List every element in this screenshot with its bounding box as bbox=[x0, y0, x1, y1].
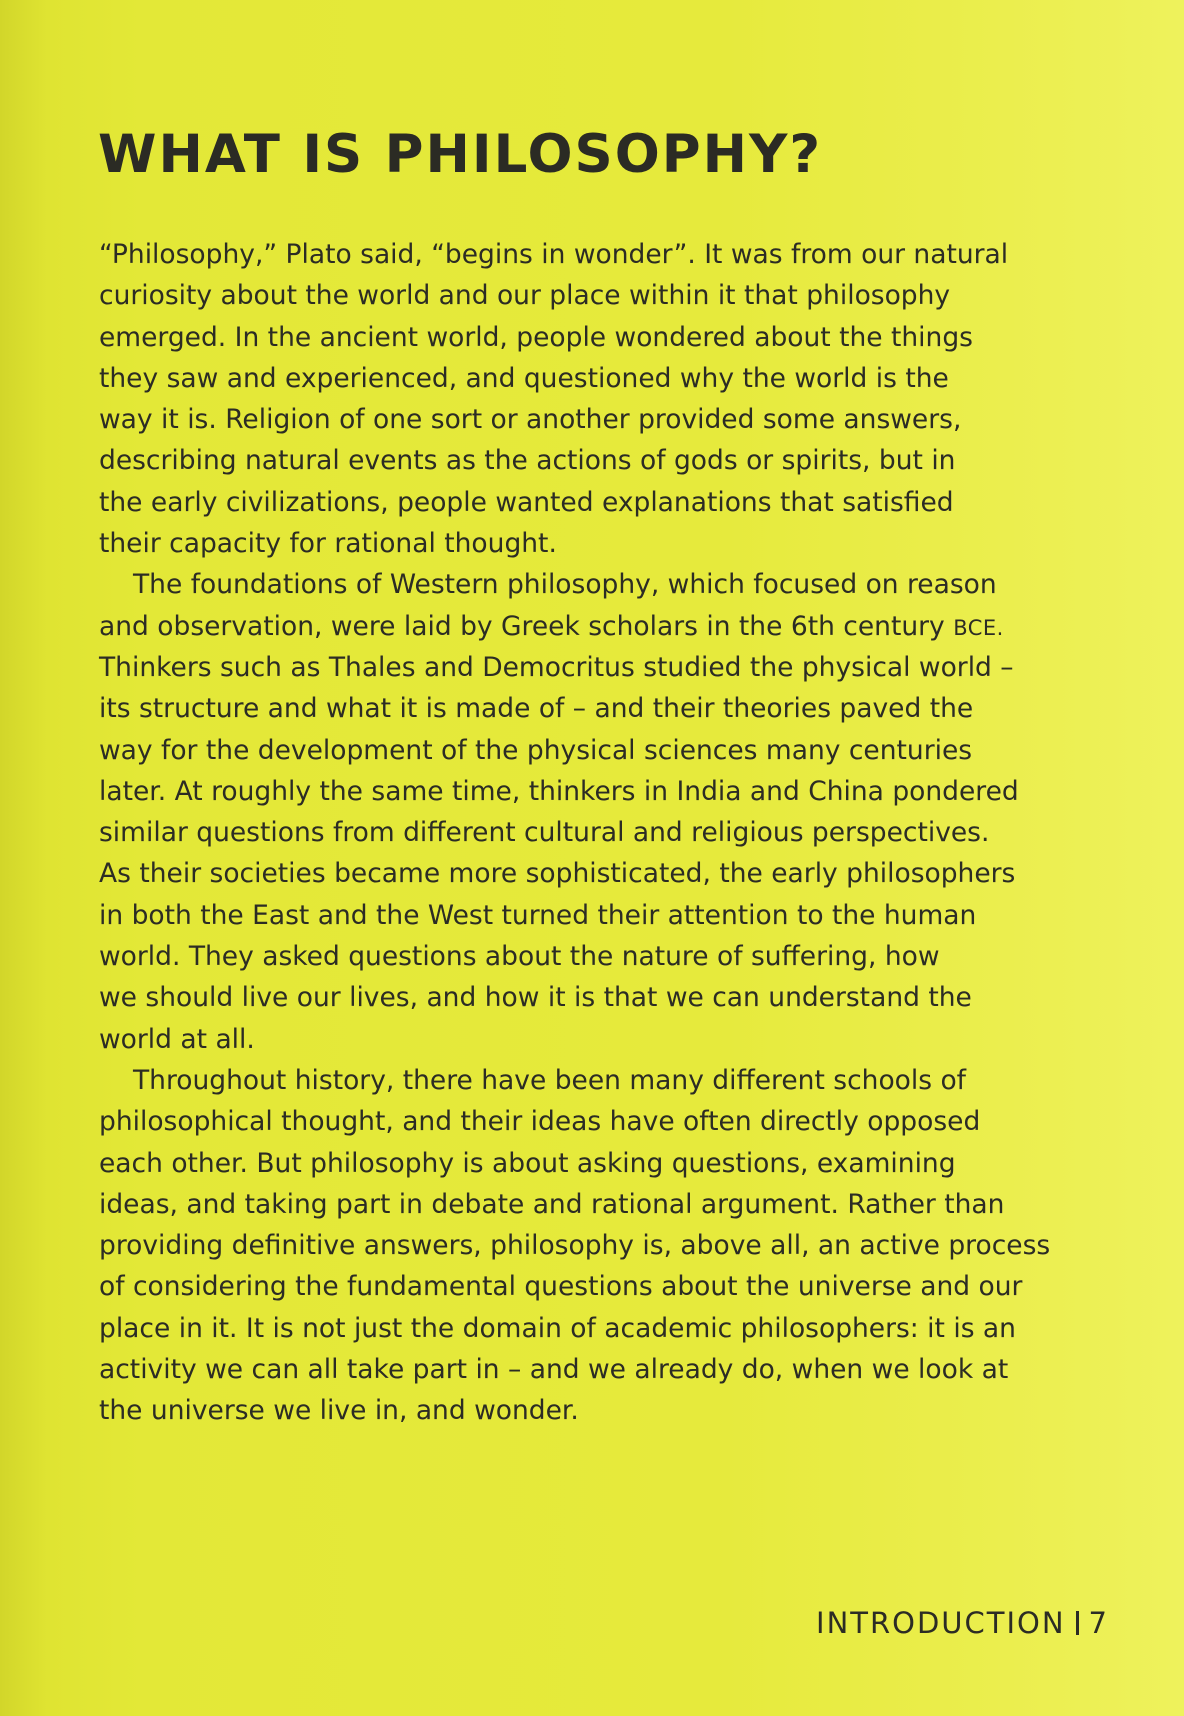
text-line: As their societies became more sophisticated, the early philosophers bbox=[99, 858, 1016, 890]
paragraph-3 bbox=[99, 1060, 1059, 1432]
text-line: later. At roughly the same time, thinkers in India and China pondered bbox=[99, 775, 1019, 807]
paragraph-2 bbox=[99, 564, 1059, 1060]
text-line: the universe we live in, and wonder. bbox=[99, 1395, 579, 1427]
text-line: they saw and experienced, and questioned why the world is the bbox=[99, 362, 949, 394]
text-line: emerged. In the ancient world, people wondered about the things bbox=[99, 321, 973, 353]
text-line: providing definitive answers, philosophy is, above all, an active process bbox=[99, 1230, 1051, 1262]
page-number: 7 bbox=[1088, 1606, 1109, 1640]
text-line: describing natural events as the actions of gods or spirits, but in bbox=[99, 445, 956, 477]
body-text bbox=[99, 234, 1059, 1432]
text-line: way it is. Religion of one sort or another provided some answers, bbox=[99, 404, 962, 436]
text-line: their capacity for rational thought. bbox=[99, 528, 557, 560]
text-line: philosophical thought, and their ideas have often directly opposed bbox=[99, 1106, 981, 1138]
text-line: we should live our lives, and how it is that we can understand the bbox=[99, 982, 972, 1014]
page-heading: WHAT IS PHILOSOPHY? bbox=[98, 124, 823, 185]
text-line: world. They asked questions about the nature of suffering, how bbox=[99, 941, 940, 973]
text-line-with-era bbox=[99, 606, 1059, 647]
page-footer bbox=[816, 1606, 1109, 1640]
paragraph-1 bbox=[99, 234, 1059, 564]
text-line: way for the development of the physical sciences many centuries bbox=[99, 734, 973, 766]
text-line: place in it. It is not just the domain of academic philosophers: it is an bbox=[99, 1312, 1016, 1344]
text-line: ideas, and taking part in debate and rational argument. Rather than bbox=[99, 1188, 1005, 1220]
text-line: Thinkers such as Thales and Democritus studied the physical world – bbox=[99, 651, 1014, 683]
section-title: INTRODUCTION bbox=[816, 1606, 1066, 1640]
footer-divider bbox=[1076, 1611, 1079, 1635]
text-line: “Philosophy,” Plato said, “begins in wonder”. It was from our natural bbox=[99, 239, 1009, 270]
text-line: the early civilizations, people wanted explanations that satisfied bbox=[99, 486, 954, 518]
text-line-main: and observation, were laid by Greek scholars in the 6th century bbox=[99, 610, 945, 642]
text-line: activity we can all take part in – and we already do, when we look at bbox=[99, 1354, 1009, 1386]
text-line: of considering the fundamental questions about the universe and our bbox=[99, 1271, 1023, 1303]
text-line: each other. But philosophy is about asking questions, examining bbox=[99, 1147, 956, 1179]
text-line: world at all. bbox=[99, 1023, 255, 1055]
text-line: in both the East and the West turned their attention to the human bbox=[99, 899, 977, 931]
text-line: its structure and what it is made of – and their theories paved the bbox=[99, 693, 974, 725]
era-abbreviation: BCE. bbox=[953, 615, 1004, 640]
text-line: curiosity about the world and our place within it that philosophy bbox=[99, 280, 951, 312]
text-line: similar questions from different cultural and religious perspectives. bbox=[99, 817, 990, 849]
text-line: The foundations of Western philosophy, which focused on reason bbox=[133, 569, 997, 601]
text-line: Throughout history, there have been many different schools of bbox=[133, 1064, 967, 1096]
